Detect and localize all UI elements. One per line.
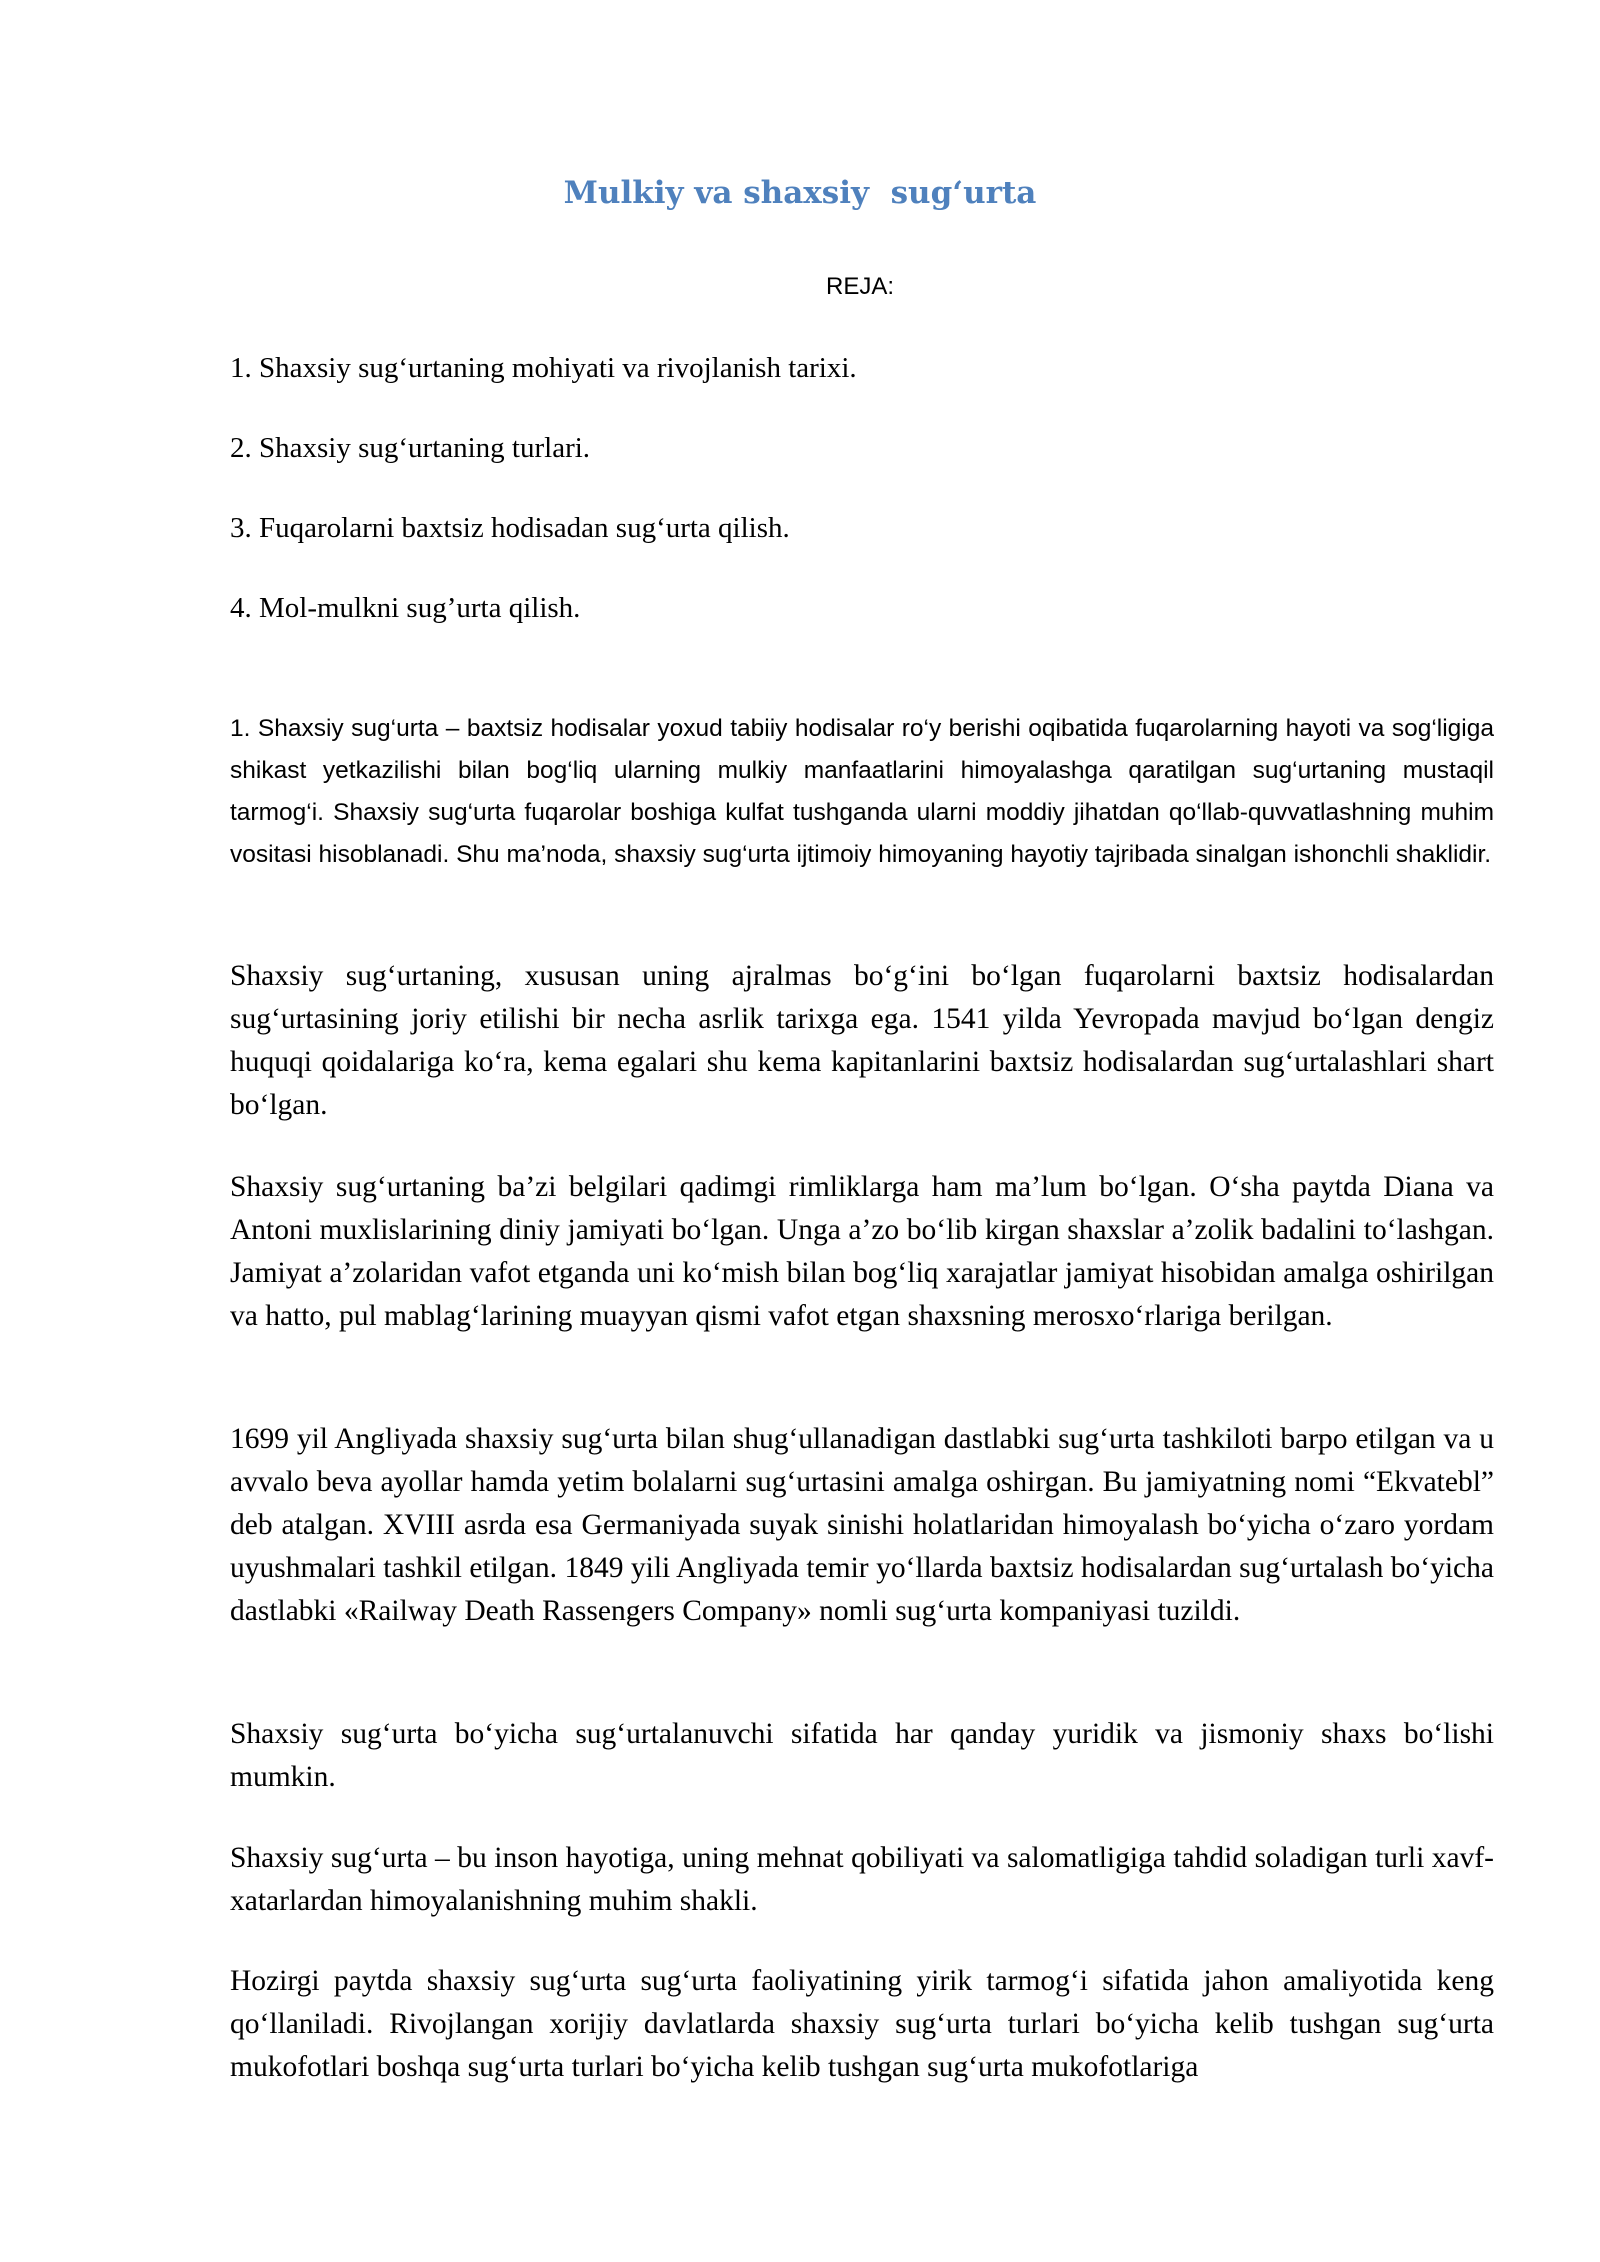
plan-item-4: 4. Mol-mulkni sug’urta qilish. <box>230 592 581 624</box>
document-title: Mulkiy va shaxsiy sug‘urta <box>563 175 1037 211</box>
body-paragraph: Hozirgi paytda shaxsiy sug‘urta sug‘urta faoliyatining yirik tarmog‘i sifatida jahon amaliyotida keng qo‘llaniladi. Rivojlangan xorijiy davlatlarda shaxsiy sug‘urta turlari bo‘yicha kelib tushgan sug‘urta mukofotlari boshqa sug‘urta turlari bo‘yicha kelib tushgan sug‘urta mukofotlariga <box>230 1965 1494 2083</box>
body-paragraph: Shaxsiy sug‘urta – bu inson hayotiga, uning mehnat qobiliyati va salomatligiga tahdid soladigan turli xavf-xatarlardan himoyalanishning muhim shakli. <box>230 1842 1494 1917</box>
plan-item-1: 1. Shaxsiy sug‘urtaning mohiyati va rivojlanish tarixi. <box>230 352 857 384</box>
intro-paragraph: 1. Shaxsiy sug‘urta – baxtsiz hodisalar yoxud tabiiy hodisalar ro‘y berishi oqibatida fuqarolarning hayoti va sog‘ligiga shikast yetkazilishi bilan bog‘liq ularning mulkiy manfaatlarini himoyalashga qaratilgan sug‘urtaning mustaqil tarmog‘i. Shaxsiy sug‘urta fuqarolar boshiga kulfat tushganda ularni moddiy jihatdan qo‘llab-quvvatlashning muhim vositasi hisoblanadi. Shu ma’noda, shaxsiy sug‘urta ijtimoiy himoyaning hayotiy tajribada sinalgan ishonchli shaklidir. <box>230 715 1494 868</box>
body-paragraph: Shaxsiy sug‘urtaning, xususan uning ajralmas bo‘g‘ini bo‘lgan fuqarolarni baxtsiz hodisalardan sug‘urtasining joriy etilishi bir necha asrlik tarixga ega. 1541 yilda Yevropada mavjud bo‘lgan dengiz huquqi qoidalariga ko‘ra, kema egalari shu kema kapitanlarini baxtsiz hodisalardan sug‘urtalashlari shart bo‘lgan. <box>230 960 1494 1121</box>
body-paragraph: Shaxsiy sug‘urtaning ba’zi belgilari qadimgi rimliklarga ham ma’lum bo‘lgan. O‘sha paytda Diana va Antoni muxlislarining diniy jamiyati bo‘lgan. Unga a’zo bo‘lib kirgan shaxslar a’zolik badalini to‘lashgan. Jamiyat a’zolaridan vafot etganda uni ko‘mish bilan bog‘liq xarajatlar jamiyat hisobidan amalga oshirilgan va hatto, pul mablag‘larining muayyan qismi vafot etgan shaxsning merosxo‘rlariga berilgan. <box>230 1171 1494 1332</box>
body-paragraph: 1699 yil Angliyada shaxsiy sug‘urta bilan shug‘ullanadigan dastlabki sug‘urta tashkiloti barpo etilgan va u avvalo beva ayollar hamda yetim bolalarni sug‘urtasini amalga oshirgan. Bu jamiyatning nomi “Ekvatebl” deb atalgan. XVIII asrda esa Germaniyada suyak sinishi holatlaridan himoyalash bo‘yicha o‘zaro yordam uyushmalari tashkil etilgan. 1849 yili Angliyada temir yo‘llarda baxtsiz hodisalardan sug‘urtalash bo‘yicha dastlabki «Railway Death Rassengers Company» nomli sug‘urta kompaniyasi tuzildi. <box>230 1423 1494 1627</box>
body-paragraph: Shaxsiy sug‘urta bo‘yicha sug‘urtalanuvchi sifatida har qanday yuridik va jismoniy shaxs bo‘lishi mumkin. <box>230 1718 1494 1793</box>
plan-item-3: 3. Fuqarolarni baxtsiz hodisadan sug‘urta qilish. <box>230 512 790 544</box>
plan-heading: REJA: <box>825 273 894 300</box>
plan-item-2: 2. Shaxsiy sug‘urtaning turlari. <box>230 432 591 464</box>
